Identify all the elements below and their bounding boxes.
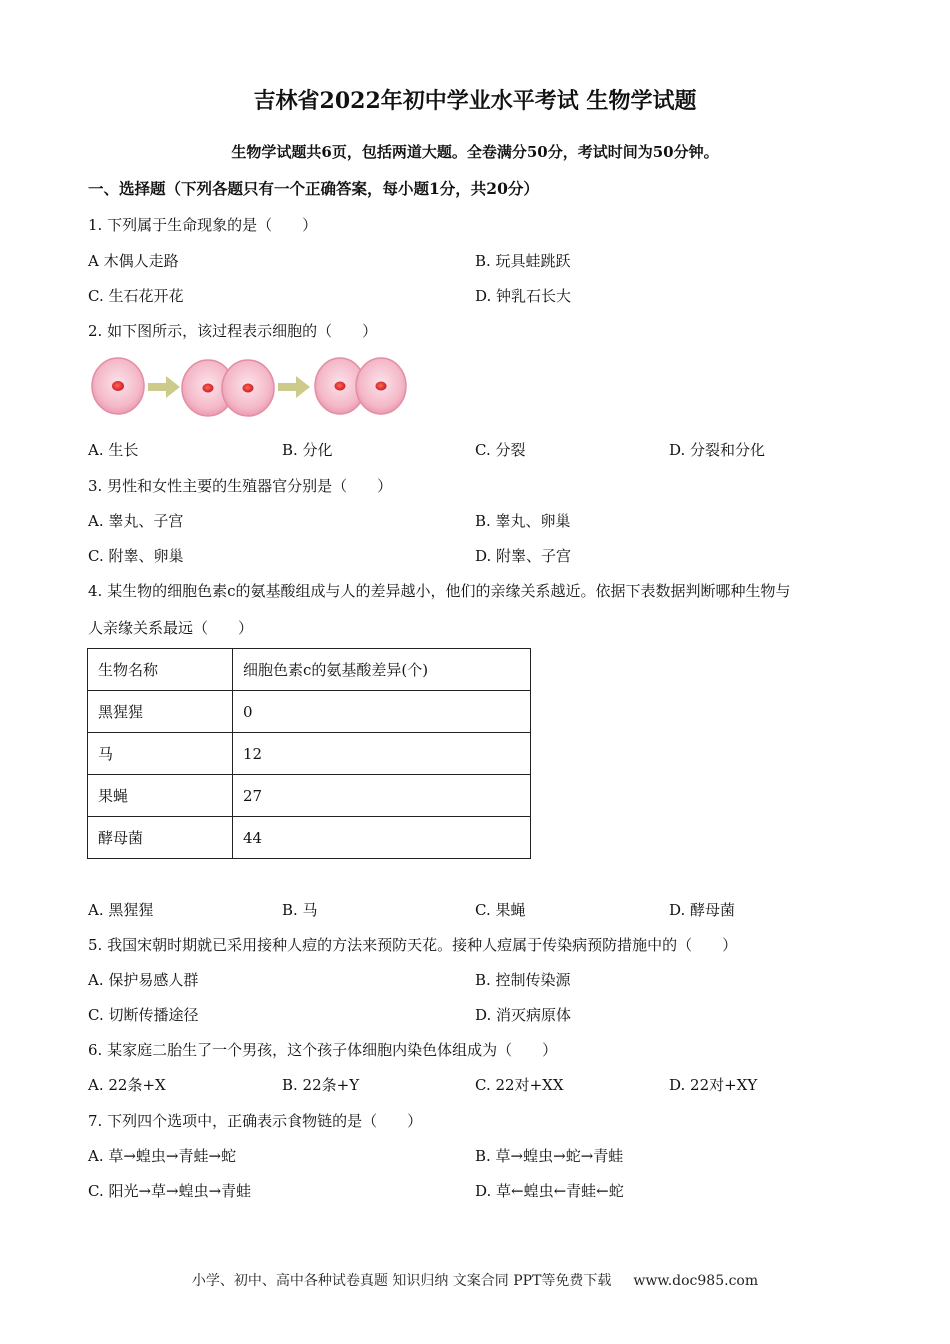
question-4-stem-line2: 人亲缘关系最远（ ） bbox=[88, 619, 254, 637]
question-3-option-c: C. 附睾、卵巢 bbox=[88, 547, 184, 565]
question-4-stem-line1: 4. 某生物的细胞色素c的氨基酸组成与人的差异越小，他们的亲缘关系越近。依据下表数据判断哪种生物与 bbox=[88, 582, 791, 600]
dividing-cell bbox=[182, 360, 274, 416]
question-5-option-a: A. 保护易感人群 bbox=[88, 971, 199, 989]
page-title: 吉林省2022年初中学业水平考试 生物学试题 bbox=[253, 88, 697, 114]
question-1-stem: 1. 下列属于生命现象的是（ ） bbox=[88, 216, 318, 234]
question-5-option-b: B. 控制传染源 bbox=[475, 971, 571, 989]
question-2-option-c: C. 分裂 bbox=[475, 441, 526, 459]
question-7-option-c: C. 阳光→草→蝗虫→青蛙 bbox=[88, 1182, 252, 1200]
question-2-option-a: A. 生长 bbox=[88, 441, 139, 459]
table-row bbox=[88, 817, 531, 859]
table-header-row bbox=[88, 649, 531, 691]
question-1-option-a: A 木偶人走路 bbox=[88, 252, 179, 270]
footer-text: 小学、初中、高中各种试卷真题 知识归纳 文案合同 PPT等免费下载 bbox=[191, 1273, 612, 1289]
table-cell: 马 bbox=[88, 733, 233, 775]
question-3-option-b: B. 睾丸、卵巢 bbox=[475, 512, 571, 530]
table-cell: 27 bbox=[233, 775, 531, 817]
footer-url: www.doc985.com bbox=[633, 1273, 759, 1289]
question-6-option-d: D. 22对+XY bbox=[669, 1076, 758, 1094]
exam-instructions: 生物学试题共6页，包括两道大题。全卷满分50分，考试时间为50分钟。 bbox=[231, 143, 719, 161]
question-6-option-b: B. 22条+Y bbox=[282, 1076, 360, 1094]
table-header-cell: 细胞色素c的氨基酸差异(个) bbox=[233, 649, 531, 691]
two-daughter-cells bbox=[315, 358, 406, 414]
question-7-option-a: A. 草→蝗虫→青蛙→蛇 bbox=[88, 1147, 237, 1165]
question-6-option-a: A. 22条+X bbox=[88, 1076, 166, 1094]
question-4-option-b: B. 马 bbox=[282, 901, 318, 919]
question-4-option-a: A. 黑猩猩 bbox=[88, 901, 154, 919]
question-5-option-d: D. 消灭病原体 bbox=[475, 1006, 572, 1024]
question-2-option-d: D. 分裂和分化 bbox=[669, 441, 766, 459]
amino-acid-table bbox=[87, 648, 531, 859]
cell-division-figure bbox=[90, 350, 410, 420]
table-cell: 果蝇 bbox=[88, 775, 233, 817]
table-row bbox=[88, 775, 531, 817]
section-heading: 一、选择题（下列各题只有一个正确答案，每小题1分，共20分） bbox=[88, 179, 539, 198]
question-2-option-b: B. 分化 bbox=[282, 441, 333, 459]
question-5-option-c: C. 切断传播途径 bbox=[88, 1006, 199, 1024]
table-cell: 酵母菌 bbox=[88, 817, 233, 859]
question-3-stem: 3. 男性和女性主要的生殖器官分别是（ ） bbox=[88, 477, 393, 495]
question-5-stem: 5. 我国宋朝时期就已采用接种人痘的方法来预防天花。接种人痘属于传染病预防措施中的（ ） bbox=[88, 936, 738, 954]
question-1-option-b: B. 玩具蛙跳跃 bbox=[475, 252, 571, 270]
question-1-option-c: C. 生石花开花 bbox=[88, 287, 184, 305]
question-7-option-b: B. 草→蝗虫→蛇→青蛙 bbox=[475, 1147, 624, 1165]
table-cell: 12 bbox=[233, 733, 531, 775]
single-cell bbox=[92, 358, 144, 414]
question-3-option-d: D. 附睾、子宫 bbox=[475, 547, 572, 565]
table-cell: 44 bbox=[233, 817, 531, 859]
question-7-stem: 7. 下列四个选项中，正确表示食物链的是（ ） bbox=[88, 1112, 423, 1130]
question-7-option-d: D. 草←蝗虫←青蛙←蛇 bbox=[475, 1182, 624, 1200]
question-4-option-d: D. 酵母菌 bbox=[669, 901, 736, 919]
table-row bbox=[88, 733, 531, 775]
question-3-option-a: A. 睾丸、子宫 bbox=[88, 512, 184, 530]
question-2-stem: 2. 如下图所示，该过程表示细胞的（ ） bbox=[88, 322, 378, 340]
table-header-cell: 生物名称 bbox=[88, 649, 233, 691]
page-footer bbox=[0, 1270, 950, 1290]
question-6-stem: 6. 某家庭二胎生了一个男孩，这个孩子体细胞内染色体组成为（ ） bbox=[88, 1041, 558, 1059]
arrow-right-icon bbox=[278, 376, 310, 398]
table-row bbox=[88, 691, 531, 733]
question-1-option-d: D. 钟乳石长大 bbox=[475, 287, 572, 305]
arrow-right-icon bbox=[148, 376, 180, 398]
question-6-option-c: C. 22对+XX bbox=[475, 1076, 564, 1094]
table-cell: 黑猩猩 bbox=[88, 691, 233, 733]
table-cell: 0 bbox=[233, 691, 531, 733]
question-4-option-c: C. 果蝇 bbox=[475, 901, 526, 919]
